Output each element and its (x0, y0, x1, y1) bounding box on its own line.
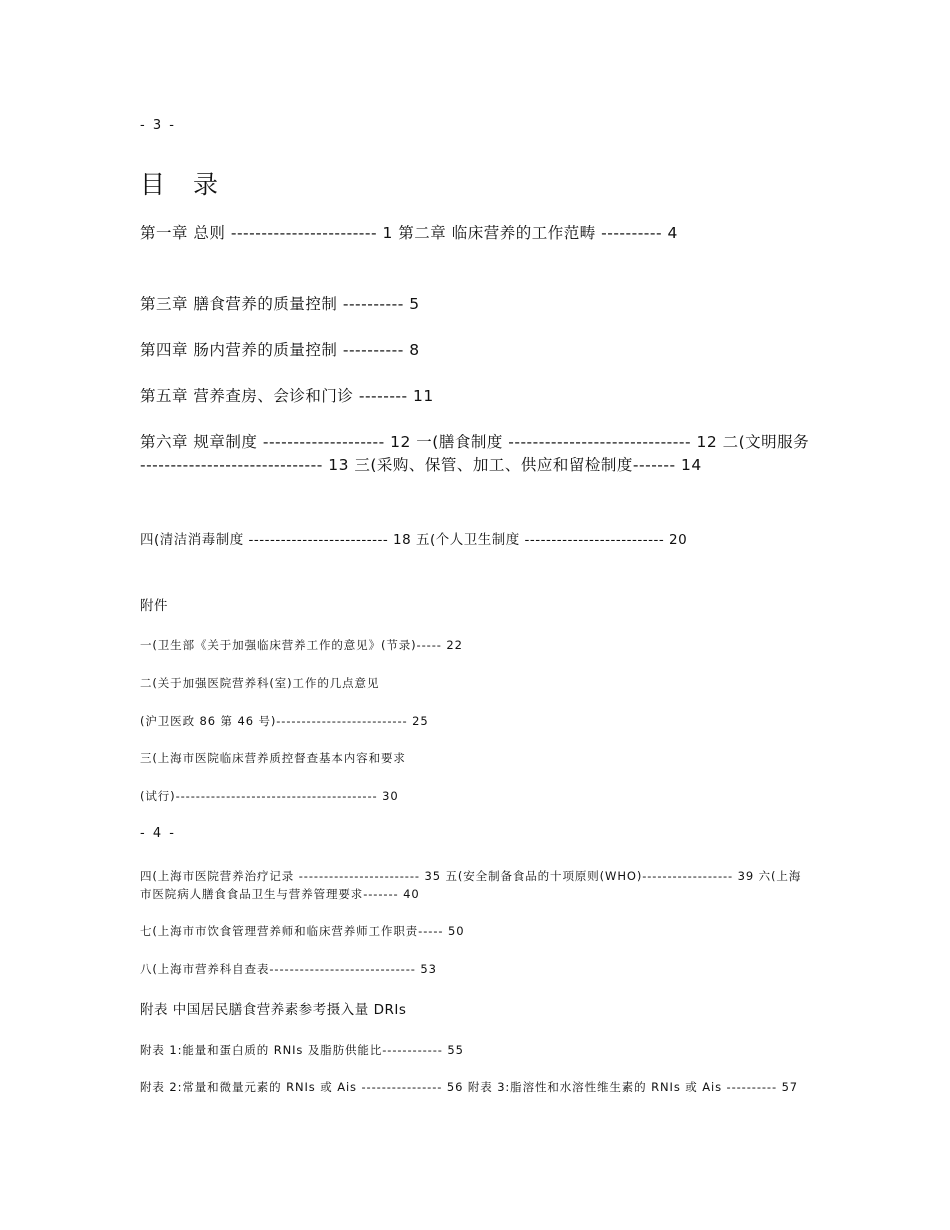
schedule-tables-2-3: 附表 2:常量和微量元素的 RNIs 或 Ais ---------------- 56 附表 3:脂溶性和水溶性维生素的 RNIs 或 Ais ---------- 57 (140, 1080, 799, 1094)
appendix-item-3-ref: (试行)---------------------------------------- 30 (140, 789, 399, 803)
toc-entry-chapter-5: 第五章 营养查房、会诊和门诊 -------- 11 (140, 387, 434, 405)
toc-entry-chapter-1-2: 第一章 总则 ------------------------ 1 第二章 临床营养的工作范畴 ---------- 4 (140, 224, 678, 242)
toc-entry-rules-4-5: 四(清洁消毒制度 -------------------------- 18 五(个人卫生制度 -------------------------- 20 (140, 532, 688, 548)
appendix-item-2-title: 二(关于加强医院营养科(室)工作的几点意见 (140, 676, 380, 690)
appendix-heading: 附件 (140, 598, 168, 614)
appendix-item-3-title: 三(上海市医院临床营养质控督查基本内容和要求 (140, 751, 406, 765)
appendix-item-7: 七(上海市市饮食管理营养师和临床营养师工作职责----- 50 (140, 924, 465, 938)
appendix-item-1: 一(卫生部《关于加强临床营养工作的意见》(节录)----- 22 (140, 638, 463, 652)
toc-entry-chapter-6: 第六章 规章制度 -------------------- 12 一(膳食制度 ------------------------------ 12 二(文明服务 ------------------------------ 13 三(采购、保管、加工、供应和留检制度------- 14 (140, 433, 815, 474)
page-number-mid: - 4 - (140, 826, 176, 841)
page-title: 目 录 (140, 170, 228, 199)
schedule-table-1: 附表 1:能量和蛋白质的 RNIs 及脂肪供能比------------ 55 (140, 1043, 464, 1057)
appendix-item-8: 八(上海市营养科自查表----------------------------- 53 (140, 962, 437, 976)
toc-entry-chapter-3: 第三章 膳食营养的质量控制 ---------- 5 (140, 295, 420, 313)
toc-entry-chapter-4: 第四章 肠内营养的质量控制 ---------- 8 (140, 341, 420, 359)
schedule-heading: 附表 中国居民膳食营养素参考摄入量 DRIs (140, 1002, 407, 1018)
appendix-item-2-ref: (沪卫医政 86 第 46 号)-------------------------- 25 (140, 714, 429, 728)
appendix-items-4-6: 四(上海市医院营养治疗记录 ------------------------ 35 五(安全制备食品的十项原则(WHO)------------------ 39 六(上海市医院病人膳食食品卫生与营养管理要求------- 40 (140, 869, 802, 901)
page-number-top: - 3 - (140, 118, 176, 133)
